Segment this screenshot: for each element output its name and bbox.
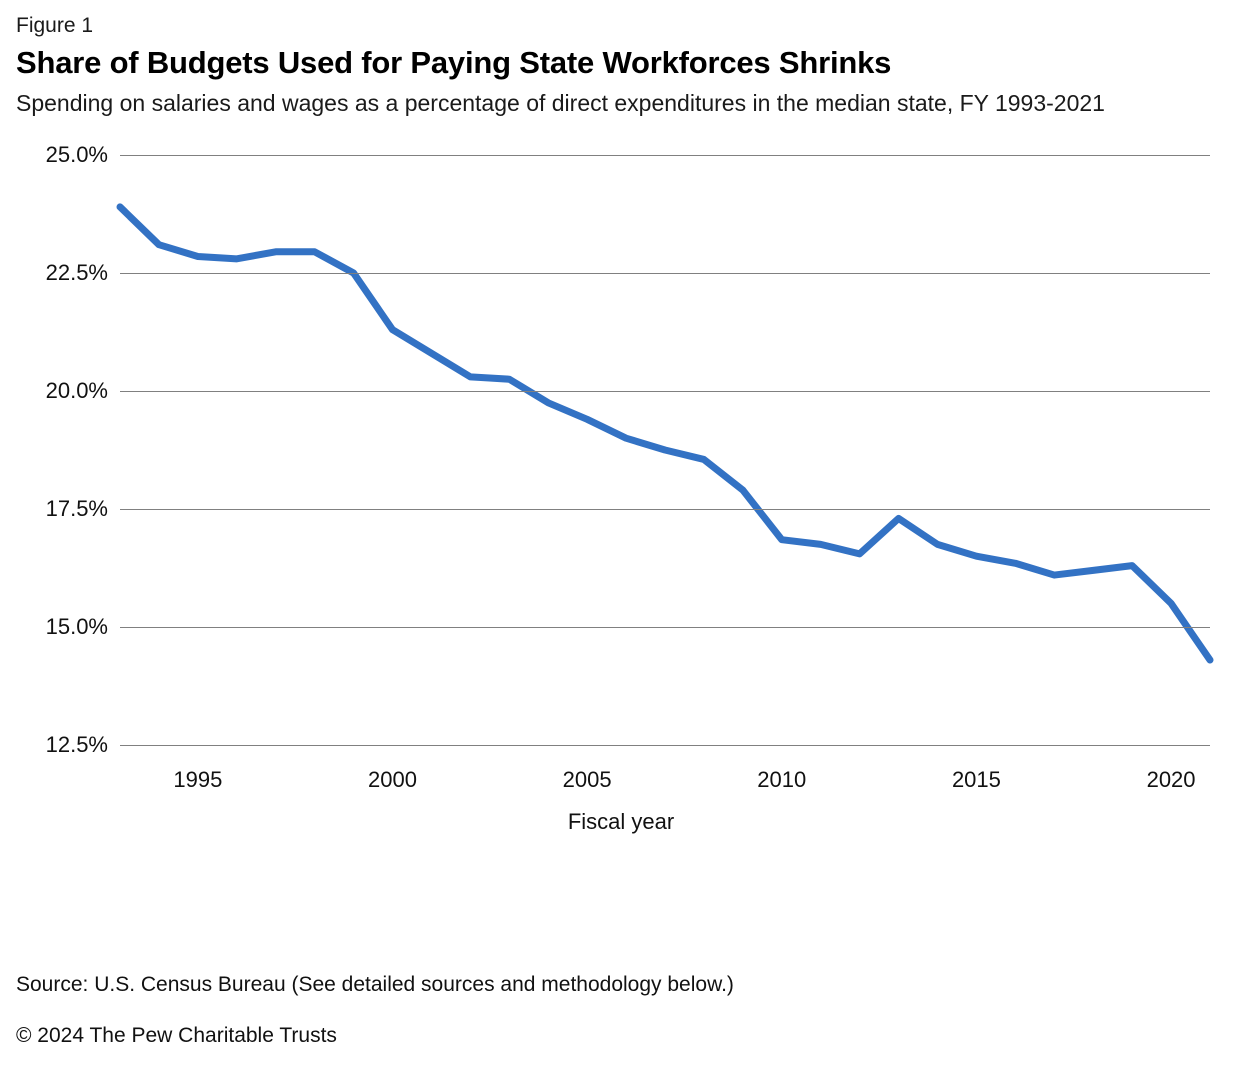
line-series <box>120 155 1210 745</box>
gridline <box>120 745 1210 746</box>
figure-label: Figure 1 <box>16 14 94 37</box>
x-axis-tick-label: 2020 <box>1146 767 1196 792</box>
y-axis-tick-label: 25.0% <box>45 142 108 167</box>
gridline <box>120 627 1210 628</box>
series-line <box>120 207 1210 660</box>
y-axis-tick-label: 20.0% <box>45 378 108 403</box>
copyright-note: © 2024 The Pew Charitable Trusts <box>16 1024 337 1047</box>
y-axis-tick-label: 15.0% <box>45 614 108 639</box>
plot-area <box>120 155 1210 745</box>
y-axis-tick-label: 17.5% <box>45 496 108 521</box>
x-axis-tick-label: 2005 <box>562 767 612 792</box>
y-axis-tick-label: 12.5% <box>45 732 108 757</box>
x-axis-tick-label: 1995 <box>173 767 223 792</box>
figure-subtitle: Spending on salaries and wages as a percentage of direct expenditures in the median state, FY 1993-2021 <box>16 90 1105 116</box>
gridline <box>120 509 1210 510</box>
figure-footer <box>16 970 1216 1050</box>
x-axis-tick-label: 2010 <box>757 767 807 792</box>
gridline <box>120 155 1210 156</box>
x-axis-tick-label: 2015 <box>951 767 1001 792</box>
x-axis-tick-label: 2000 <box>368 767 417 792</box>
source-note: Source: U.S. Census Bureau (See detailed sources and methodology below.) <box>16 973 734 996</box>
gridline <box>120 273 1210 274</box>
chart <box>16 137 1226 837</box>
figure-title: Share of Budgets Used for Paying State Workforces Shrinks <box>16 45 892 80</box>
gridline <box>120 391 1210 392</box>
y-axis-tick-label: 22.5% <box>45 260 108 285</box>
x-axis-label: Fiscal year <box>567 809 675 834</box>
